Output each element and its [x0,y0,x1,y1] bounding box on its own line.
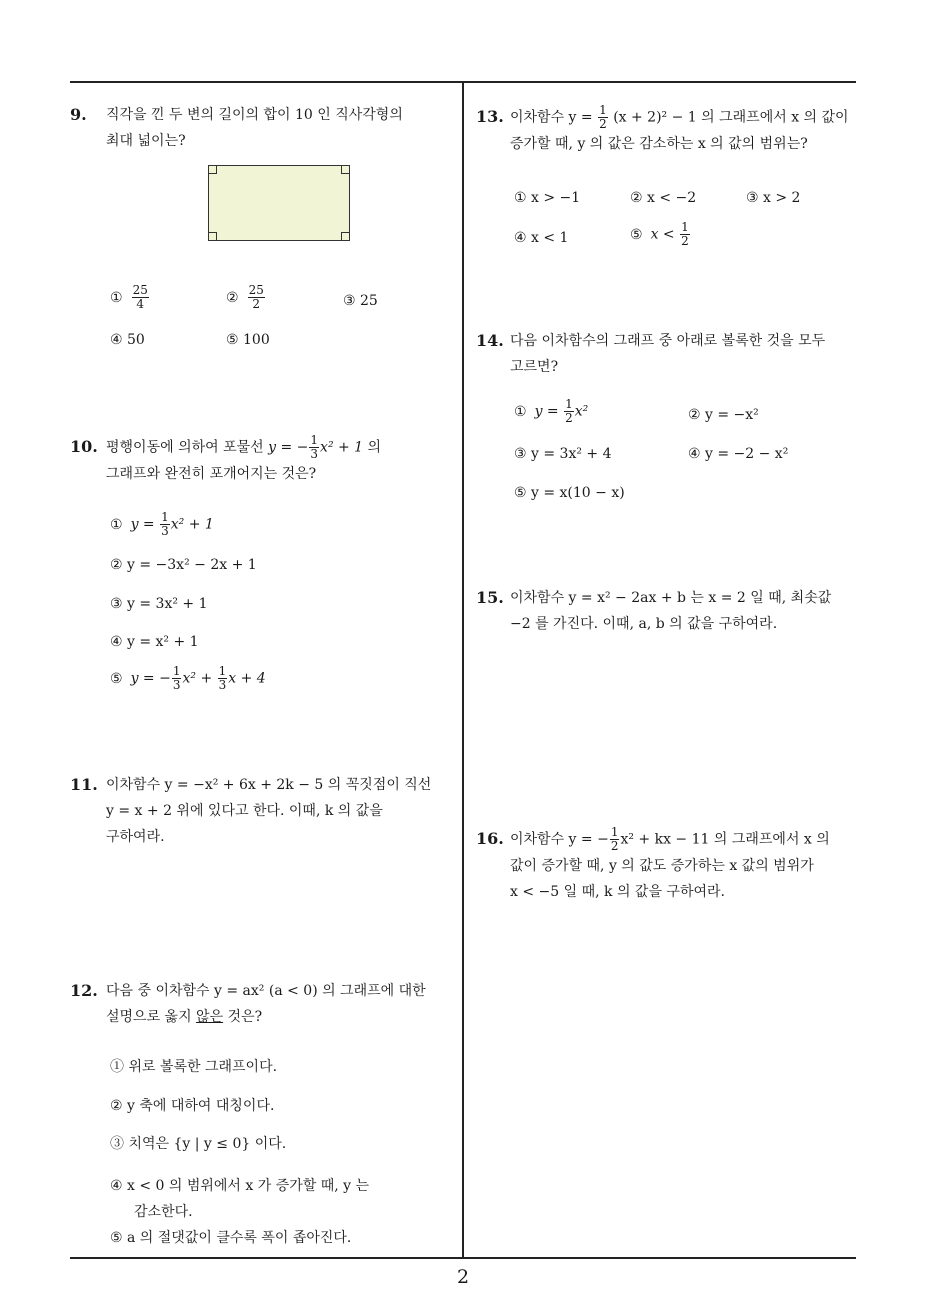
option-mark: ② [226,289,239,306]
right-angle-mark [341,166,349,174]
option-4[interactable]: ④ 50 [110,332,145,348]
question-10 [70,434,455,494]
option-mark: ⑤ [630,226,643,243]
question-number: 10. [70,437,98,456]
option-1[interactable] [110,511,214,538]
option-1[interactable]: ① 위로 볼록한 그래프이다. [110,1059,278,1075]
question-line: 그래프와 완전히 포개어지는 것은? [106,466,317,482]
rectangle-figure [208,165,350,241]
fraction-denominator: 2 [252,297,261,311]
bottom-rule [70,1257,856,1259]
fraction-denominator: 2 [681,234,689,248]
option-2[interactable]: ② y 축에 대하여 대칭이다. [110,1098,275,1114]
fraction [248,284,265,311]
question-number: 11. [70,775,98,794]
text-run: 설명으로 옳지 [106,1009,197,1025]
fraction-numerator: 1 [681,220,689,234]
question-text [106,978,426,1030]
option-line: ④ x < 0 의 범위에서 x 가 증가할 때, y 는 [110,1178,370,1194]
math-run: y = − [130,670,171,687]
option-4[interactable]: ④ y = −2 − x² [688,446,789,462]
right-angle-mark [209,232,217,240]
question-line: 직각을 낀 두 변의 길이의 합이 10 인 직사각형의 [106,107,403,123]
question-14 [476,328,861,384]
question-13 [476,104,861,164]
fraction [132,284,149,311]
question-line: 최대 넓이는? [106,133,186,149]
fraction [610,826,620,853]
question-line: y = x + 2 위에 있다고 한다. 이때, k 의 값을 [106,803,383,819]
text-run: 평행이동에 의하여 포물선 [106,439,269,456]
fraction-numerator: 1 [599,103,607,117]
math-run: x² + 1 [320,439,364,456]
question-text [510,328,825,380]
question-line [510,826,830,853]
question-line [106,1004,426,1030]
option-2[interactable] [226,284,266,311]
option-5[interactable]: ⑤ 100 [226,332,270,348]
math-run: x + 4 [228,670,266,687]
option-mark: ⑤ [110,670,123,687]
question-line: −2 를 가진다. 이때, a, b 의 값을 구하여라. [510,616,778,632]
option-4[interactable] [110,1173,369,1225]
option-5[interactable]: ⑤ y = x(10 − x) [514,485,625,501]
option-4[interactable]: ④ x < 1 [514,230,569,246]
question-text [510,104,849,157]
option-1[interactable] [514,398,588,425]
math-run: x² [574,403,589,420]
option-5[interactable]: ⑤ a 의 절댓값이 클수록 폭이 좁아진다. [110,1230,352,1246]
question-line: 다음 중 이차함수 y = ax² (a < 0) 의 그래프에 대한 [106,983,426,999]
fraction-numerator: 1 [565,397,573,411]
fraction-numerator: 25 [132,283,148,297]
fraction-numerator: 25 [248,283,264,297]
fraction [309,434,319,461]
option-2[interactable]: ② y = −x² [688,407,759,423]
question-number: 14. [476,331,504,350]
question-line: 이차함수 y = −x² + 6x + 2k − 5 의 꼭짓점이 직선 [106,777,432,793]
question-line [510,104,849,131]
question-text [510,826,830,905]
text-run: x² + kx − 11 의 그래프에서 x 의 [620,831,830,848]
fraction [172,665,182,692]
question-line: x < −5 일 때, k 의 값을 구하여라. [510,884,725,900]
question-9 [70,102,450,162]
question-line: 구하여라. [106,829,165,845]
option-5[interactable] [110,665,266,692]
text-run: (x + 2)² − 1 의 그래프에서 x 의 값이 [613,109,849,126]
fraction-denominator: 3 [161,524,169,538]
math-run: y = − [268,439,309,456]
fraction-denominator: 3 [172,678,181,692]
question-text [106,102,403,154]
option-2[interactable]: ② x < −2 [630,190,697,206]
option-4[interactable]: ④ y = x² + 1 [110,634,199,650]
question-number: 12. [70,981,98,1000]
question-16 [476,826,861,910]
question-12 [70,978,455,1034]
fraction-denominator: 3 [218,678,227,692]
text-run: 의 [363,439,382,456]
option-3[interactable]: ③ 치역은 {y | y ≤ 0} 이다. [110,1136,287,1152]
question-number: 9. [70,105,87,124]
text-run: 것은? [223,1009,263,1025]
option-line: 감소한다. [134,1204,193,1220]
page-number: 2 [456,1266,470,1288]
question-number: 13. [476,107,504,126]
question-line: 다음 이차함수의 그래프 중 아래로 볼록한 것을 모두 [510,333,826,349]
fraction [564,398,574,425]
question-text [106,772,431,850]
option-mark: ① [110,516,123,533]
text-run: 이차함수 y = − [510,831,609,848]
question-line: 고르면? [510,359,559,375]
text-run: 이차함수 y = [510,109,593,126]
fraction [160,511,170,538]
fraction-numerator: 1 [610,825,619,839]
question-text [106,434,381,487]
question-line: 값이 증가할 때, y 의 값도 증가하는 x 값의 범위가 [510,858,814,874]
option-3[interactable]: ③ 25 [343,293,378,309]
fraction-numerator: 1 [161,510,169,524]
question-line: 이차함수 y = x² − 2ax + b 는 x = 2 일 때, 최솟값 [510,590,832,606]
fraction-denominator: 2 [599,117,607,131]
option-3[interactable]: ③ y = 3x² + 1 [110,596,208,612]
column-divider [462,82,464,1258]
fraction-denominator: 3 [310,447,319,461]
math-run: y = [534,403,559,420]
fraction [598,104,608,131]
math-run: y = [130,516,155,533]
option-5[interactable] [630,221,691,248]
option-3[interactable]: ③ y = 3x² + 4 [514,446,612,462]
question-line: 증가할 때, y 의 값은 감소하는 x 의 값의 범위는? [510,136,808,152]
fraction-denominator: 2 [565,411,573,425]
question-number: 15. [476,588,504,607]
question-text [510,585,831,637]
underlined-word: 않은 [196,1009,224,1025]
fraction-numerator: 1 [172,664,181,678]
option-mark: ① [514,403,527,420]
fraction-numerator: 1 [218,664,227,678]
fraction-numerator: 1 [310,433,319,447]
fraction-denominator: 4 [136,297,145,311]
question-number: 16. [476,829,504,848]
fraction [680,221,690,248]
right-angle-mark [209,166,217,174]
question-15 [476,585,861,641]
option-1[interactable] [110,284,150,311]
option-2[interactable]: ② y = −3x² − 2x + 1 [110,557,257,573]
option-mark: ① [110,289,123,306]
right-angle-mark [341,232,349,240]
math-run: x² + [182,670,213,687]
fraction-denominator: 2 [610,839,619,853]
math-run: x² + 1 [170,516,214,533]
question-11 [70,772,455,852]
math-run: x < [650,226,675,243]
fraction [218,665,228,692]
option-3[interactable]: ③ x > 2 [746,190,801,206]
option-1[interactable]: ① x > −1 [514,190,581,206]
question-line [106,434,381,461]
